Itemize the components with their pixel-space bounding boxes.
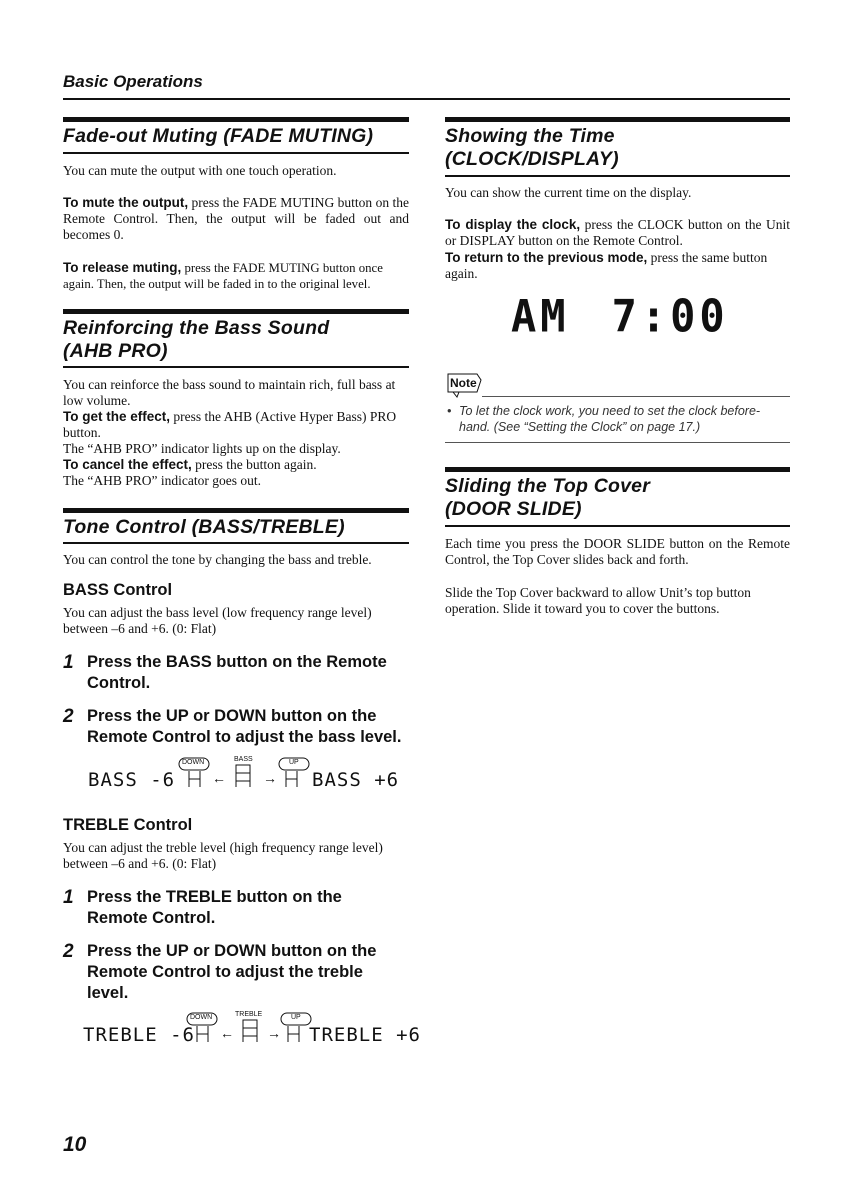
- arrow-right-icon: →: [267, 1027, 281, 1042]
- arrow-left-icon: ←: [212, 772, 226, 787]
- bass-down-button-illustration: [178, 757, 212, 791]
- fade-bottom-rule: [63, 152, 409, 154]
- bass-cancel-paragraph: [63, 457, 409, 473]
- treble-lcd-min: TREBLE -6: [83, 1024, 195, 1046]
- clock-display-text: press the CLOCK button on the Unit or DISPLAY button on the Remote Control.: [445, 217, 790, 248]
- bass-lcd-min: BASS -6: [88, 769, 176, 791]
- bass-up-button-illustration: [278, 757, 312, 791]
- door-bottom-rule: [445, 525, 790, 527]
- bass-get-paragraph: [63, 409, 409, 441]
- bass-control-desc: You can adjust the bass level (low frequency range level) between –6 and +6. (0: Flat): [63, 605, 372, 636]
- fade-release-lead: To release muting,: [63, 260, 182, 275]
- treble-step-1-text: Press the TREBLE button on the Remote Control.: [87, 888, 342, 927]
- bass-up-label: UP: [289, 759, 299, 766]
- note-bottom-rule: [445, 442, 790, 443]
- note-top-rule: [482, 396, 790, 397]
- bass-step-2: [63, 706, 409, 750]
- clock-title-line2: (CLOCK/DISPLAY): [445, 148, 619, 170]
- bass-bottom-rule: [63, 366, 409, 368]
- door-title-line1: Sliding the Top Cover: [445, 475, 650, 497]
- bass-step-1: [63, 652, 409, 696]
- note-label: Note: [450, 376, 477, 390]
- header-rule: [63, 98, 790, 100]
- bass-step-1-number: 1: [63, 652, 74, 673]
- bass-title-line2: (AHB PRO): [63, 340, 168, 362]
- fade-mute-lead: To mute the output,: [63, 195, 189, 210]
- arrow-right-icon: →: [263, 772, 277, 787]
- arrow-left-icon: ←: [220, 1027, 234, 1042]
- bass-get-lead: To get the effect,: [63, 409, 171, 424]
- bass-intro: You can reinforce the bass sound to maintain rich, full bass at low volume.: [63, 377, 396, 408]
- bass-down-label: DOWN: [182, 759, 205, 766]
- fade-release-text: press the FADE MUTING button once again. Then, the output will be faded in to the original level.: [63, 261, 383, 291]
- clock-return-text: press the same button again.: [445, 250, 768, 281]
- bass-get-text: press the AHB (Active Hyper Bass) PRO button.: [63, 409, 397, 440]
- bass-cancel-lead: To cancel the effect,: [63, 457, 192, 472]
- bass-title-line1: Reinforcing the Bass Sound: [63, 317, 330, 339]
- treble-select-label: TREBLE: [235, 1011, 263, 1018]
- treble-select-button-illustration: [235, 1012, 269, 1046]
- clock-return-lead: To return to the previous mode,: [445, 250, 648, 265]
- treble-step-2-text: Press the UP or DOWN button on the Remote Control to adjust the treble level.: [87, 942, 377, 1002]
- treble-control-desc: You can adjust the treble level (high frequency range level) between –6 and +6. (0: Flat): [63, 840, 383, 871]
- treble-lcd-max: TREBLE +6: [309, 1024, 421, 1046]
- bass-indicator-off: The “AHB PRO” indicator goes out.: [63, 473, 261, 488]
- clock-lcd-time: 7:00: [611, 290, 729, 343]
- bass-select-label: BASS: [234, 756, 253, 763]
- clock-lcd-ampm: AM: [511, 290, 570, 343]
- bass-step-2-text: Press the UP or DOWN button on the Remote Control to adjust the bass level.: [87, 707, 402, 746]
- door-top-rule: [445, 467, 790, 472]
- fade-release-paragraph: [63, 260, 409, 292]
- bass-cancel-text: press the button again.: [191, 457, 317, 472]
- bass-control-heading: BASS Control: [63, 581, 173, 599]
- fade-title: Fade-out Muting (FADE MUTING): [63, 125, 374, 147]
- clock-top-rule: [445, 117, 790, 122]
- door-title-line2: (DOOR SLIDE): [445, 498, 582, 520]
- bass-lcd-max: BASS +6: [312, 769, 400, 791]
- treble-step-1: [63, 887, 409, 931]
- page-number: 10: [63, 1133, 87, 1156]
- fade-intro: You can mute the output with one touch operation.: [63, 163, 337, 178]
- treble-up-label: UP: [291, 1014, 301, 1021]
- fade-mute-text: press the FADE MUTING button on the Remote Control. Then, the output will be faded out and becomes 0.: [63, 195, 409, 242]
- treble-step-2-number: 2: [63, 941, 74, 962]
- treble-down-button-illustration: [186, 1012, 220, 1046]
- tone-bottom-rule: [63, 542, 409, 544]
- treble-step-2: [63, 941, 409, 1007]
- tone-intro: You can control the tone by changing the bass and treble.: [63, 552, 372, 567]
- bullet-icon: •: [447, 404, 452, 418]
- note-icon: [447, 372, 481, 396]
- clock-bottom-rule: [445, 175, 790, 177]
- note-text: To let the clock work, you need to set the clock before-hand. (See “Setting the Clock” on page 17.): [459, 404, 761, 434]
- tone-top-rule: [63, 508, 409, 513]
- bass-step-1-text: Press the BASS button on the Remote Control.: [87, 653, 387, 692]
- door-para2: Slide the Top Cover backward to allow Unit’s top button operation. Slide it toward you to cover the buttons.: [445, 585, 751, 616]
- clock-lcd-display: [511, 291, 729, 342]
- clock-display-paragraph: [445, 217, 790, 249]
- bass-indicator-on: The “AHB PRO” indicator lights up on the display.: [63, 441, 341, 456]
- clock-display-lead: To display the clock,: [445, 217, 581, 232]
- clock-intro: You can show the current time on the display.: [445, 185, 692, 200]
- clock-title-line1: Showing the Time: [445, 125, 615, 147]
- section-label: Basic Operations: [63, 72, 203, 91]
- clock-return-paragraph: [445, 250, 790, 282]
- bass-select-button-illustration: [228, 757, 262, 791]
- bass-step-2-number: 2: [63, 706, 74, 727]
- fade-top-rule: [63, 117, 409, 122]
- treble-control-heading: TREBLE Control: [63, 816, 193, 834]
- door-para1: Each time you press the DOOR SLIDE button on the Remote Control, the Top Cover slides back and forth.: [445, 536, 790, 567]
- note-item: [447, 403, 790, 435]
- treble-down-label: DOWN: [190, 1014, 213, 1021]
- bass-top-rule: [63, 309, 409, 314]
- treble-step-1-number: 1: [63, 887, 74, 908]
- tone-title: Tone Control (BASS/TREBLE): [63, 516, 345, 538]
- fade-mute-paragraph: [63, 195, 409, 243]
